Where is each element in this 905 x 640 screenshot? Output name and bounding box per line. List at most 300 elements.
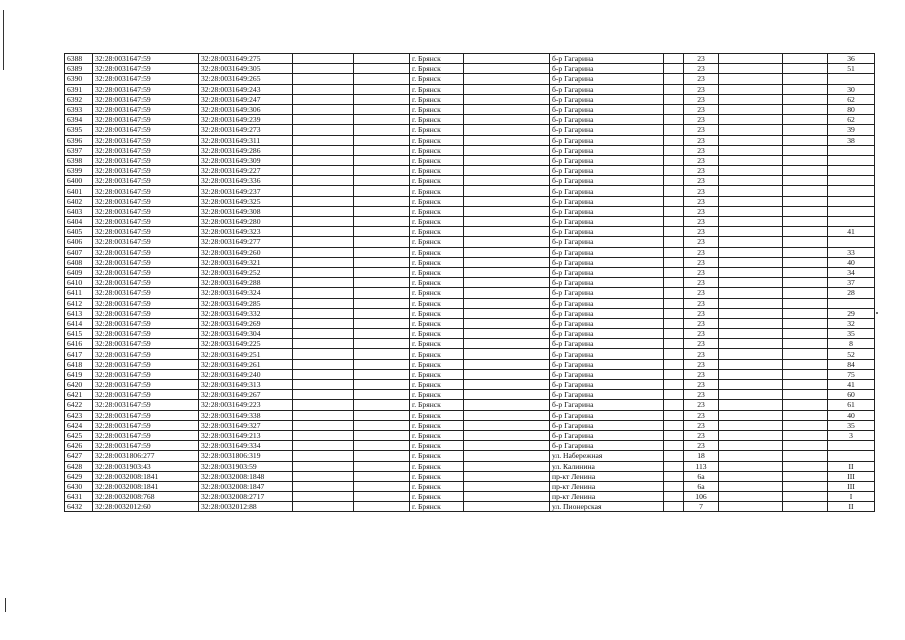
- cell-c6: [464, 298, 550, 308]
- cell-c4: [354, 267, 410, 277]
- cell-c6: [464, 461, 550, 471]
- cell-c10: [719, 196, 783, 206]
- cell-house: 23: [684, 349, 719, 359]
- table-row: [65, 298, 875, 308]
- cell-cad-object: 32:28:0031903:59: [199, 461, 293, 471]
- cell-c6: [464, 481, 550, 491]
- cell-c3: [293, 410, 354, 420]
- cell-num: 6420: [65, 380, 93, 390]
- cell-city: г. Брянск: [410, 461, 464, 471]
- table-row: [65, 237, 875, 247]
- cell-num: 6411: [65, 288, 93, 298]
- cell-cad-parcel: 32:28:0031647:59: [93, 410, 199, 420]
- cell-c6: [464, 410, 550, 420]
- cell-c8: [664, 420, 684, 430]
- table-row: [65, 84, 875, 94]
- cell-c3: [293, 441, 354, 451]
- cell-num: 6408: [65, 257, 93, 267]
- cell-c4: [354, 380, 410, 390]
- cell-c4: [354, 461, 410, 471]
- cell-c4: [354, 420, 410, 430]
- cell-cad-object: 32:28:0032008:2717: [199, 492, 293, 502]
- cell-c4: [354, 441, 410, 451]
- cell-cad-parcel: 32:28:0031647:59: [93, 420, 199, 430]
- cell-c4: [354, 257, 410, 267]
- cell-num: 6429: [65, 471, 93, 481]
- cell-c10: [719, 461, 783, 471]
- cell-city: г. Брянск: [410, 104, 464, 114]
- cell-house: 23: [684, 54, 719, 64]
- cell-c6: [464, 390, 550, 400]
- cell-cad-object: 32:28:0031649:265: [199, 74, 293, 84]
- cell-c10: [719, 369, 783, 379]
- cell-c11: [783, 176, 828, 186]
- cell-c10: [719, 115, 783, 125]
- cell-c3: [293, 155, 354, 165]
- table-row: [65, 155, 875, 165]
- cell-house: 23: [684, 155, 719, 165]
- cell-c10: [719, 349, 783, 359]
- cell-c6: [464, 502, 550, 512]
- cell-cad-parcel: 32:28:0031647:59: [93, 115, 199, 125]
- cell-cad-object: 32:28:0031649:225: [199, 339, 293, 349]
- cell-city: г. Брянск: [410, 125, 464, 135]
- cell-cad-object: 32:28:0031649:324: [199, 288, 293, 298]
- cell-c11: [783, 186, 828, 196]
- cell-city: г. Брянск: [410, 380, 464, 390]
- cell-num: 6401: [65, 186, 93, 196]
- table-row: [65, 196, 875, 206]
- cell-c10: [719, 135, 783, 145]
- cell-street: б-р Гагарина: [550, 54, 664, 64]
- cell-c10: [719, 329, 783, 339]
- table-row: [65, 186, 875, 196]
- cell-num: 6421: [65, 390, 93, 400]
- cell-cad-parcel: 32:28:0032008:1841: [93, 481, 199, 491]
- cell-city: г. Брянск: [410, 135, 464, 145]
- cell-city: г. Брянск: [410, 115, 464, 125]
- cell-c4: [354, 471, 410, 481]
- cell-house: 23: [684, 400, 719, 410]
- cell-c11: [783, 115, 828, 125]
- cell-c4: [354, 430, 410, 440]
- cell-c11: [783, 145, 828, 155]
- cell-cad-object: 32:28:0031649:277: [199, 237, 293, 247]
- cell-cad-parcel: 32:28:0031647:59: [93, 64, 199, 74]
- cell-c8: [664, 94, 684, 104]
- cell-cad-object: 32:28:0032012:88: [199, 502, 293, 512]
- cell-cad-parcel: 32:28:0031647:59: [93, 84, 199, 94]
- cell-num: 6400: [65, 176, 93, 186]
- cell-house: 23: [684, 186, 719, 196]
- cell-c10: [719, 339, 783, 349]
- cell-c10: [719, 390, 783, 400]
- cell-c11: [783, 318, 828, 328]
- table-row: [65, 451, 875, 461]
- left-scan-mark: [5, 598, 6, 612]
- registry-table: [64, 53, 875, 512]
- cell-street: б-р Гагарина: [550, 166, 664, 176]
- cell-house: 106: [684, 492, 719, 502]
- cell-apartment: [828, 206, 875, 216]
- table-row: [65, 471, 875, 481]
- cell-cad-object: 32:28:0031649:252: [199, 267, 293, 277]
- cell-street: б-р Гагарина: [550, 196, 664, 206]
- cell-apartment: 51: [828, 64, 875, 74]
- cell-c4: [354, 359, 410, 369]
- cell-num: 6415: [65, 329, 93, 339]
- table-row: [65, 492, 875, 502]
- cell-cad-object: 32:28:0031649:213: [199, 430, 293, 440]
- cell-c6: [464, 135, 550, 145]
- cell-c11: [783, 380, 828, 390]
- cell-c4: [354, 329, 410, 339]
- cell-cad-object: 32:28:0031649:286: [199, 145, 293, 155]
- cell-c11: [783, 481, 828, 491]
- cell-c11: [783, 420, 828, 430]
- cell-street: б-р Гагарина: [550, 115, 664, 125]
- cell-c8: [664, 318, 684, 328]
- cell-cad-parcel: 32:28:0031647:59: [93, 125, 199, 135]
- cell-c8: [664, 400, 684, 410]
- cell-house: 23: [684, 390, 719, 400]
- table-row: [65, 54, 875, 64]
- cell-c11: [783, 278, 828, 288]
- cell-house: 23: [684, 74, 719, 84]
- cell-house: 23: [684, 267, 719, 277]
- cell-city: г. Брянск: [410, 145, 464, 155]
- cell-city: г. Брянск: [410, 502, 464, 512]
- table-row: [65, 104, 875, 114]
- cell-c10: [719, 298, 783, 308]
- cell-cad-parcel: 32:28:0031647:59: [93, 257, 199, 267]
- cell-num: 6398: [65, 155, 93, 165]
- cell-city: г. Брянск: [410, 390, 464, 400]
- cell-street: б-р Гагарина: [550, 84, 664, 94]
- cell-city: г. Брянск: [410, 441, 464, 451]
- table-row: [65, 441, 875, 451]
- cell-num: 6402: [65, 196, 93, 206]
- cell-apartment: [828, 298, 875, 308]
- cell-c4: [354, 288, 410, 298]
- cell-cad-parcel: 32:28:0031647:59: [93, 206, 199, 216]
- cell-apartment: [828, 237, 875, 247]
- cell-c8: [664, 502, 684, 512]
- cell-c8: [664, 410, 684, 420]
- cell-c10: [719, 74, 783, 84]
- cell-c3: [293, 288, 354, 298]
- cell-c3: [293, 339, 354, 349]
- cell-num: 6427: [65, 451, 93, 461]
- cell-street: б-р Гагарина: [550, 237, 664, 247]
- table-row: [65, 400, 875, 410]
- cell-cad-object: 32:28:0031649:332: [199, 308, 293, 318]
- cell-num: 6403: [65, 206, 93, 216]
- cell-c8: [664, 227, 684, 237]
- cell-num: 6413: [65, 308, 93, 318]
- cell-num: 6390: [65, 74, 93, 84]
- cell-c8: [664, 74, 684, 84]
- cell-c8: [664, 288, 684, 298]
- cell-cad-object: 32:28:0031806:319: [199, 451, 293, 461]
- cell-c4: [354, 145, 410, 155]
- cell-c3: [293, 206, 354, 216]
- cell-num: 6422: [65, 400, 93, 410]
- table-row: [65, 410, 875, 420]
- cell-c10: [719, 84, 783, 94]
- cell-c11: [783, 369, 828, 379]
- cell-c6: [464, 257, 550, 267]
- cell-num: 6399: [65, 166, 93, 176]
- cell-num: 6405: [65, 227, 93, 237]
- cell-c4: [354, 308, 410, 318]
- cell-city: г. Брянск: [410, 278, 464, 288]
- cell-street: б-р Гагарина: [550, 410, 664, 420]
- cell-c6: [464, 471, 550, 481]
- cell-c8: [664, 155, 684, 165]
- cell-c4: [354, 166, 410, 176]
- cell-num: 6417: [65, 349, 93, 359]
- cell-c10: [719, 278, 783, 288]
- cell-apartment: [828, 155, 875, 165]
- cell-c6: [464, 196, 550, 206]
- cell-c10: [719, 176, 783, 186]
- cell-cad-object: 32:28:0031649:325: [199, 196, 293, 206]
- cell-c10: [719, 54, 783, 64]
- cell-c11: [783, 125, 828, 135]
- cell-c11: [783, 227, 828, 237]
- table-row: [65, 308, 875, 318]
- cell-c11: [783, 471, 828, 481]
- cell-c6: [464, 349, 550, 359]
- cell-street: б-р Гагарина: [550, 380, 664, 390]
- cell-apartment: 60: [828, 390, 875, 400]
- cell-city: г. Брянск: [410, 471, 464, 481]
- cell-street: б-р Гагарина: [550, 267, 664, 277]
- cell-c4: [354, 451, 410, 461]
- cell-cad-object: 32:28:0032008:1847: [199, 481, 293, 491]
- cell-c3: [293, 125, 354, 135]
- cell-street: б-р Гагарина: [550, 217, 664, 227]
- cell-c4: [354, 217, 410, 227]
- cell-c11: [783, 104, 828, 114]
- cell-apartment: 35: [828, 420, 875, 430]
- scan-speck: [876, 312, 878, 314]
- cell-apartment: II: [828, 502, 875, 512]
- table-row: [65, 145, 875, 155]
- table-row: [65, 502, 875, 512]
- cell-cad-object: 32:28:0031649:288: [199, 278, 293, 288]
- cell-street: б-р Гагарина: [550, 227, 664, 237]
- cell-cad-object: 32:28:0031649:285: [199, 298, 293, 308]
- cell-c8: [664, 349, 684, 359]
- cell-c6: [464, 74, 550, 84]
- cell-c10: [719, 410, 783, 420]
- cell-cad-parcel: 32:28:0031647:59: [93, 349, 199, 359]
- cell-c6: [464, 176, 550, 186]
- cell-city: г. Брянск: [410, 329, 464, 339]
- cell-city: г. Брянск: [410, 410, 464, 420]
- cell-city: г. Брянск: [410, 267, 464, 277]
- table-row: [65, 74, 875, 84]
- cell-c6: [464, 64, 550, 74]
- cell-house: 23: [684, 166, 719, 176]
- cell-city: г. Брянск: [410, 369, 464, 379]
- cell-cad-parcel: 32:28:0031647:59: [93, 308, 199, 318]
- cell-street: б-р Гагарина: [550, 145, 664, 155]
- cell-c6: [464, 104, 550, 114]
- cell-c11: [783, 84, 828, 94]
- table-row: [65, 288, 875, 298]
- cell-cad-object: 32:28:0032008:1848: [199, 471, 293, 481]
- cell-house: 23: [684, 196, 719, 206]
- cell-c8: [664, 104, 684, 114]
- cell-cad-parcel: 32:28:0031647:59: [93, 430, 199, 440]
- cell-apartment: 29: [828, 308, 875, 318]
- cell-apartment: [828, 176, 875, 186]
- cell-apartment: 40: [828, 257, 875, 267]
- cell-c11: [783, 308, 828, 318]
- cell-c3: [293, 186, 354, 196]
- cell-c10: [719, 441, 783, 451]
- registry-table-body: [65, 54, 875, 512]
- table-row: [65, 166, 875, 176]
- cell-c10: [719, 451, 783, 461]
- cell-c3: [293, 430, 354, 440]
- cell-c11: [783, 135, 828, 145]
- cell-house: 23: [684, 430, 719, 440]
- cell-c8: [664, 135, 684, 145]
- cell-c8: [664, 278, 684, 288]
- cell-c8: [664, 247, 684, 257]
- cell-c6: [464, 430, 550, 440]
- cell-c11: [783, 339, 828, 349]
- cell-street: б-р Гагарина: [550, 430, 664, 440]
- cell-street: пр-кт Ленина: [550, 492, 664, 502]
- cell-cad-object: 32:28:0031649:311: [199, 135, 293, 145]
- cell-c6: [464, 247, 550, 257]
- cell-c3: [293, 135, 354, 145]
- cell-city: г. Брянск: [410, 155, 464, 165]
- cell-apartment: 36: [828, 54, 875, 64]
- cell-city: г. Брянск: [410, 64, 464, 74]
- cell-cad-object: 32:28:0031649:336: [199, 176, 293, 186]
- cell-c6: [464, 155, 550, 165]
- cell-c3: [293, 380, 354, 390]
- cell-c8: [664, 217, 684, 227]
- cell-c11: [783, 400, 828, 410]
- cell-c10: [719, 380, 783, 390]
- cell-c8: [664, 186, 684, 196]
- cell-num: 6414: [65, 318, 93, 328]
- cell-c3: [293, 502, 354, 512]
- cell-c11: [783, 349, 828, 359]
- cell-c3: [293, 420, 354, 430]
- cell-c10: [719, 267, 783, 277]
- cell-c6: [464, 145, 550, 155]
- cell-num: 6392: [65, 94, 93, 104]
- cell-apartment: III: [828, 471, 875, 481]
- cell-city: г. Брянск: [410, 206, 464, 216]
- cell-c3: [293, 217, 354, 227]
- cell-num: 6389: [65, 64, 93, 74]
- cell-cad-parcel: 32:28:0031647:59: [93, 318, 199, 328]
- cell-house: 23: [684, 298, 719, 308]
- cell-cad-object: 32:28:0031649:243: [199, 84, 293, 94]
- cell-c10: [719, 206, 783, 216]
- cell-house: 23: [684, 145, 719, 155]
- cell-num: 6418: [65, 359, 93, 369]
- cell-cad-object: 32:28:0031649:305: [199, 64, 293, 74]
- cell-house: 23: [684, 369, 719, 379]
- cell-c3: [293, 64, 354, 74]
- cell-c10: [719, 492, 783, 502]
- cell-c6: [464, 278, 550, 288]
- cell-c6: [464, 492, 550, 502]
- cell-num: 6423: [65, 410, 93, 420]
- cell-c3: [293, 247, 354, 257]
- cell-c4: [354, 298, 410, 308]
- table-row: [65, 94, 875, 104]
- cell-c10: [719, 125, 783, 135]
- cell-c6: [464, 339, 550, 349]
- cell-c11: [783, 247, 828, 257]
- cell-c6: [464, 94, 550, 104]
- cell-c6: [464, 186, 550, 196]
- cell-house: 23: [684, 227, 719, 237]
- cell-c8: [664, 206, 684, 216]
- cell-c11: [783, 359, 828, 369]
- cell-c6: [464, 166, 550, 176]
- cell-c4: [354, 339, 410, 349]
- cell-street: б-р Гагарина: [550, 247, 664, 257]
- cell-c8: [664, 257, 684, 267]
- cell-apartment: 35: [828, 329, 875, 339]
- cell-c11: [783, 492, 828, 502]
- cell-cad-parcel: 32:28:0031647:59: [93, 380, 199, 390]
- cell-cad-object: 32:28:0031649:239: [199, 115, 293, 125]
- cell-c11: [783, 430, 828, 440]
- table-row: [65, 420, 875, 430]
- cell-street: б-р Гагарина: [550, 278, 664, 288]
- cell-c10: [719, 471, 783, 481]
- cell-c3: [293, 471, 354, 481]
- cell-num: 6431: [65, 492, 93, 502]
- table-row: [65, 206, 875, 216]
- cell-c4: [354, 186, 410, 196]
- cell-city: г. Брянск: [410, 349, 464, 359]
- cell-apartment: 38: [828, 135, 875, 145]
- cell-c3: [293, 390, 354, 400]
- cell-street: ул. Пионерская: [550, 502, 664, 512]
- cell-num: 6412: [65, 298, 93, 308]
- cell-cad-object: 32:28:0031649:260: [199, 247, 293, 257]
- cell-house: 23: [684, 176, 719, 186]
- cell-c8: [664, 359, 684, 369]
- cell-apartment: 80: [828, 104, 875, 114]
- cell-c4: [354, 84, 410, 94]
- cell-c3: [293, 298, 354, 308]
- cell-c4: [354, 492, 410, 502]
- cell-cad-object: 32:28:0031649:338: [199, 410, 293, 420]
- table-row: [65, 349, 875, 359]
- cell-cad-object: 32:28:0031649:334: [199, 441, 293, 451]
- cell-c4: [354, 502, 410, 512]
- cell-c8: [664, 430, 684, 440]
- cell-c8: [664, 461, 684, 471]
- cell-house: 23: [684, 359, 719, 369]
- cell-street: б-р Гагарина: [550, 400, 664, 410]
